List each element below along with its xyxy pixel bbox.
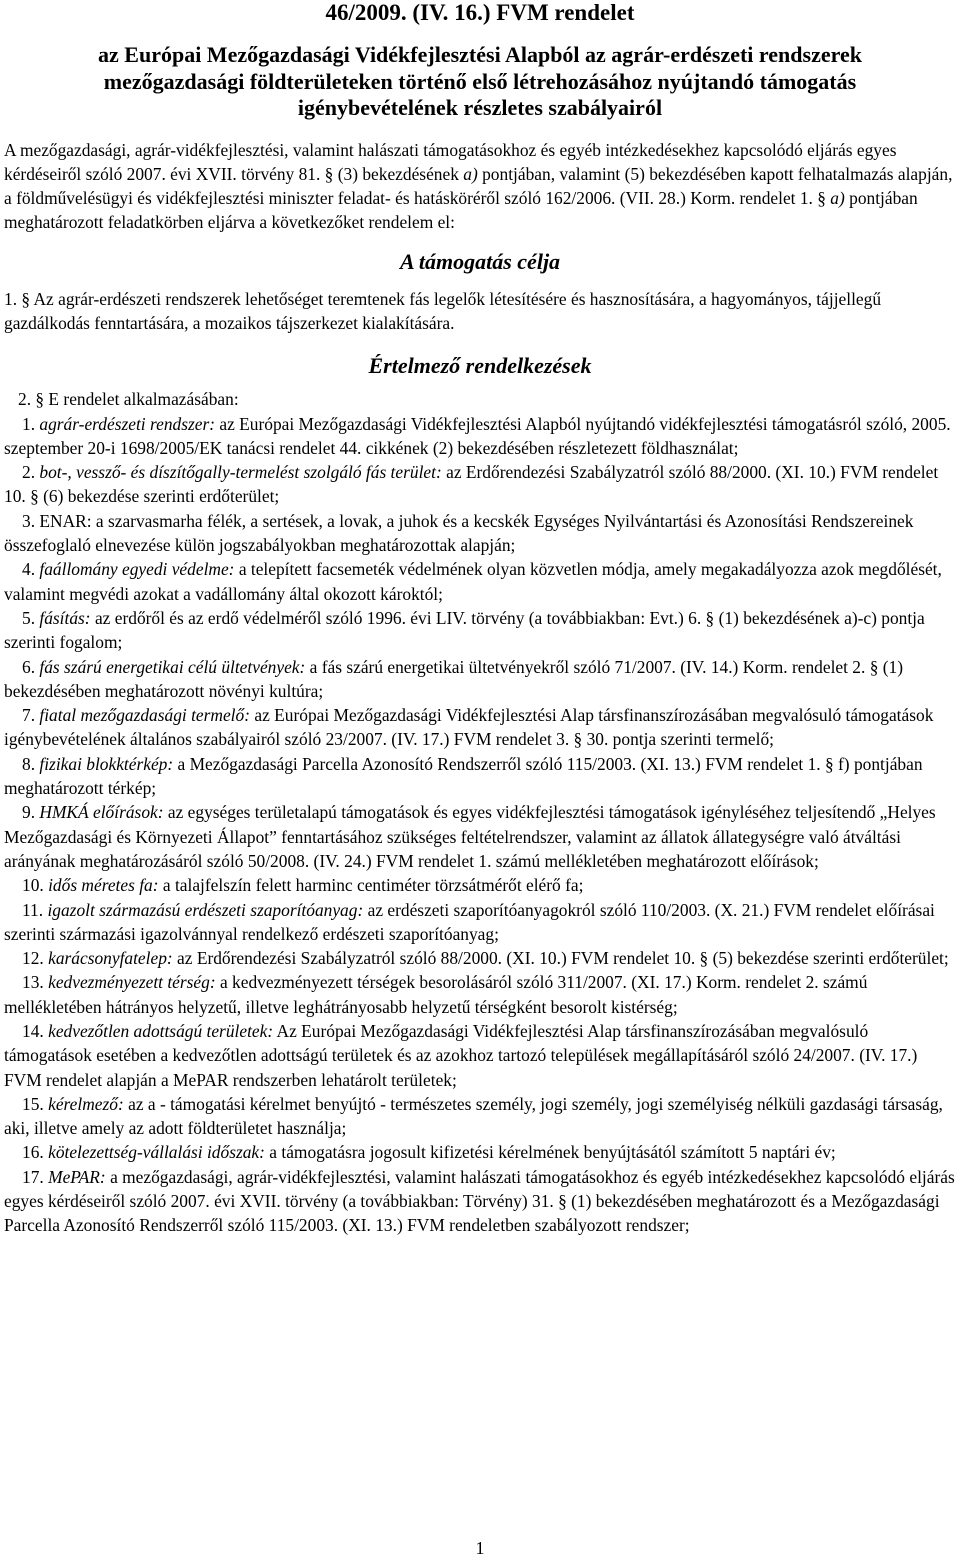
definition-text: a kedvezményezett térségek besorolásáról szóló 311/2007. (XI. 17.) Korm. rendelet 2. számú mellékletében hátrányos helyzetű, illetve leghátrányosabb helyzetű térségként besorolt kistérség; bbox=[4, 972, 868, 1017]
definition-number: 14. bbox=[22, 1021, 49, 1041]
definition-term: kedvezményezett térség: bbox=[48, 972, 216, 993]
preamble-text: pontjában, valamint (5) bekezdésében kapott felhatalmazás alapján, a földművelésügyi és vidékfejlesztési miniszter feladat- és hatásköréről szóló 162/2006. (VII. 28.) Korm. rendelet 1. § bbox=[4, 163, 953, 209]
preamble-point: a) bbox=[830, 188, 845, 209]
preamble-text: pontjában meghatározott feladatkörben eljárva a következőket rendelem el: bbox=[4, 188, 918, 233]
definition-number: 7. bbox=[22, 705, 40, 726]
definition-text: az Európai Mezőgazdasági Vidékfejlesztési Alap társfinanszírozásában megvalósuló támogatások igénybevételének általános szabályairól szóló 23/2007. (IV. 17.) FVM rendelet 3. § 30. pontja szerinti termelő; bbox=[4, 705, 934, 750]
definition-text: ENAR: a szarvasmarha félék, a sertések, a lovak, a juhok és a kecskék Egységes Nyilvántartási és Azonosítási Rendszereinek összefoglaló elnevezése külön jogszabályokban meghatározottak alapján; bbox=[4, 510, 914, 556]
definition-term: MePAR: bbox=[48, 1166, 106, 1187]
preamble-point: a) bbox=[463, 163, 478, 184]
definition-text: az erdészeti szaporítóanyagokról szóló 110/2003. (X. 21.) FVM rendelet előírásai szerinti származási igazolvánnyal rendelkező erdészeti szaporítóanyag; bbox=[4, 899, 935, 944]
definition-number: 1. bbox=[22, 413, 40, 434]
definition-term: HMKÁ előírások: bbox=[39, 802, 164, 823]
definition-text: az erdőről és az erdő védelméről szóló 1996. évi LIV. törvény (a továbbiakban: Evt.) 6. § (1) bekezdésének a)-c) pontja szerinti fogalom; bbox=[4, 607, 925, 653]
definition-number: 10. bbox=[22, 875, 49, 896]
definition-term: fás szárú energetikai célú ültetvények: bbox=[39, 656, 306, 677]
definition-number: 13. bbox=[22, 972, 49, 993]
definition-number: 8. bbox=[22, 753, 40, 774]
definition-item bbox=[4, 412, 956, 461]
definition-number: 9. bbox=[22, 802, 40, 823]
definition-term: karácsonyfatelep: bbox=[48, 948, 173, 969]
definition-number: 11. bbox=[22, 899, 48, 920]
definitions-list bbox=[4, 412, 956, 1238]
definition-text: a mezőgazdasági, agrár-vidékfejlesztési, valamint halászati támogatásokhoz és egyéb intézkedésekhez kapcsolódó eljárás egyes kérdéseiről szóló 2007. évi XVII. törvény (a továbbiakban: Törvény) 31. § (1) bekezdésében meghatározott és a Mezőgazdasági Parcella Azonosító Rendszerről szóló 115/2003. (XI. 13.) FVM rendeletben szabályozott rendszer; bbox=[4, 1166, 955, 1236]
definition-text: a Mezőgazdasági Parcella Azonosító Rendszerről szóló 115/2003. (XI. 13.) FVM rendelet 1. § f) pontjában meghatározott térkép; bbox=[4, 753, 923, 799]
definition-item bbox=[4, 898, 956, 947]
section-2-intro-text: 2. § E rendelet alkalmazásában: bbox=[18, 389, 239, 410]
section-heading: Értelmező rendelkezések bbox=[368, 353, 592, 379]
definition-item bbox=[4, 873, 956, 897]
definition-item bbox=[4, 606, 956, 655]
definition-term: fizikai blokktérkép: bbox=[39, 753, 174, 774]
definition-text: a telepített facsemeték védelmének olyan közvetlen módja, amely megakadályozza azok megdőlését, valamint megvédi azokat a vadállomány által okozott károktól; bbox=[4, 559, 942, 604]
definition-text: a fás szárú energetikai ültetvényekről szóló 71/2007. (IV. 14.) Korm. rendelet 2. § (1) bekezdésében meghatározott növényi kultúra; bbox=[4, 656, 904, 701]
document-number: 46/2009. (IV. 16.) FVM rendelet bbox=[325, 0, 635, 25]
definition-term: faállomány egyedi védelme: bbox=[39, 559, 235, 580]
definition-term: agrár-erdészeti rendszer: bbox=[39, 413, 216, 434]
definition-term: fásítás: bbox=[39, 607, 91, 628]
definition-text: az Erdőrendezési Szabályzatról szóló 88/2000. (XI. 10.) FVM rendelet 10. § (5) bekezdése szerinti erdőterület; bbox=[172, 948, 949, 969]
definition-item bbox=[4, 1092, 956, 1141]
definition-text: az a - támogatási kérelmet benyújtó - természetes személy, jogi személy, jogi személyiség nélküli gazdasági társaság, aki, illetve amely az adott földterületet használja; bbox=[4, 1093, 943, 1139]
definition-number: 6. bbox=[22, 656, 40, 677]
definition-term: kérelmező: bbox=[48, 1093, 124, 1114]
definition-number: 17. bbox=[22, 1166, 49, 1187]
definition-text: az Európai Mezőgazdasági Vidékfejlesztési Alapból nyújtandó vidékfejlesztési támogatásról szóló, 2005. szeptember 20-i 1698/2005/EK tanácsi rendelet 44. cikkének (2) bekezdésében részletezett földhasználat; bbox=[4, 413, 951, 458]
definition-number: 15. bbox=[22, 1093, 49, 1114]
definition-text: az egységes területalapú támogatások és egyes vidékfejlesztési támogatások igényléséhez teljesítendő „Helyes Mezőgazdasági és Környezeti Állapot” fenntartásához szükséges feltételrendszer, valamint az állatok állategységre való átváltási arányának meghatározásáról szóló 50/2008. (IV. 24.) FVM rendelet 1. számú mellékletében meghatározott előírások; bbox=[4, 802, 936, 871]
section-heading: A támogatás célja bbox=[399, 248, 561, 274]
definition-number: 2. bbox=[22, 462, 40, 483]
preamble bbox=[4, 138, 956, 235]
section-2-intro bbox=[4, 387, 956, 411]
definition-text: az Erdőrendezési Szabályzatról szóló 88/2000. (XI. 10.) FVM rendelet 10. § (6) bekezdése szerinti erdőterület; bbox=[4, 462, 939, 507]
definition-text: a talajfelszín felett harminc centiméter törzsátmérőt elérő fa; bbox=[158, 875, 584, 896]
definition-text: Az Európai Mezőgazdasági Vidékfejlesztési Alap társfinanszírozásában megvalósuló támogatások esetében a kedvezőtlen adottságú területek és az azokhoz tartozó települések megállapításáról szóló 24/2007. (IV. 17.) FVM rendelet alapján a MePAR rendszerben lehatárolt területek; bbox=[4, 1021, 918, 1090]
section-1-body: 1. § Az agrár-erdészeti rendszerek lehetőséget teremtenek fás legelők létesítésére és hasznosítására, a hagyományos, tájjellegű gazdálkodás fenntartására, a mozaikos tájszerkezet kialakítására. bbox=[4, 288, 882, 333]
definition-item bbox=[4, 703, 956, 752]
definition-item bbox=[4, 460, 956, 509]
definition-item bbox=[4, 509, 956, 558]
title-line: igénybevételének részletes szabályairól bbox=[297, 95, 663, 120]
definition-term: igazolt származású erdészeti szaporítóanyag: bbox=[47, 899, 364, 920]
definition-term: bot-, vessző- és díszítőgally-termelést szolgáló fás terület: bbox=[39, 462, 442, 483]
title-line: mezőgazdasági földterületeken történő első létrehozásához nyújtandó támogatás bbox=[103, 68, 857, 94]
definition-term: kötelezettség-vállalási időszak: bbox=[48, 1142, 265, 1163]
definition-text: a támogatásra jogosult kifizetési kérelmének benyújtásától számított 5 naptári év; bbox=[264, 1142, 836, 1163]
definition-item bbox=[4, 1140, 956, 1164]
definition-number: 5. bbox=[22, 607, 40, 628]
definition-number: 12. bbox=[22, 948, 49, 969]
title-line: az Európai Mezőgazdasági Vidékfejlesztési Alapból az agrár-erdészeti rendszerek bbox=[98, 42, 862, 67]
definition-number: 3. bbox=[22, 510, 40, 531]
definition-item bbox=[4, 800, 956, 873]
definition-item bbox=[4, 557, 956, 606]
definition-item bbox=[4, 655, 956, 704]
definition-item bbox=[4, 946, 956, 970]
preamble-text: A mezőgazdasági, agrár-vidékfejlesztési, valamint halászati támogatásokhoz és egyéb intézkedésekhez kapcsolódó eljárás egyes kérdéseiről szóló 2007. évi XVII. törvény 81. § (3) bekezdésének bbox=[4, 139, 897, 184]
page-number: 1 bbox=[475, 1538, 485, 1558]
definition-term: kedvezőtlen adottságú területek: bbox=[48, 1021, 274, 1041]
definition-item bbox=[4, 970, 956, 1019]
definition-item bbox=[4, 1019, 956, 1092]
document-page bbox=[4, 0, 956, 1238]
definition-item bbox=[4, 1165, 956, 1238]
definition-number: 16. bbox=[22, 1142, 49, 1163]
section-1-text bbox=[4, 287, 956, 336]
definition-number: 4. bbox=[22, 559, 40, 580]
definition-term: fiatal mezőgazdasági termelő: bbox=[39, 705, 250, 726]
document-title bbox=[4, 42, 956, 122]
definition-item bbox=[4, 752, 956, 801]
definition-term: idős méretes fa: bbox=[48, 875, 159, 896]
